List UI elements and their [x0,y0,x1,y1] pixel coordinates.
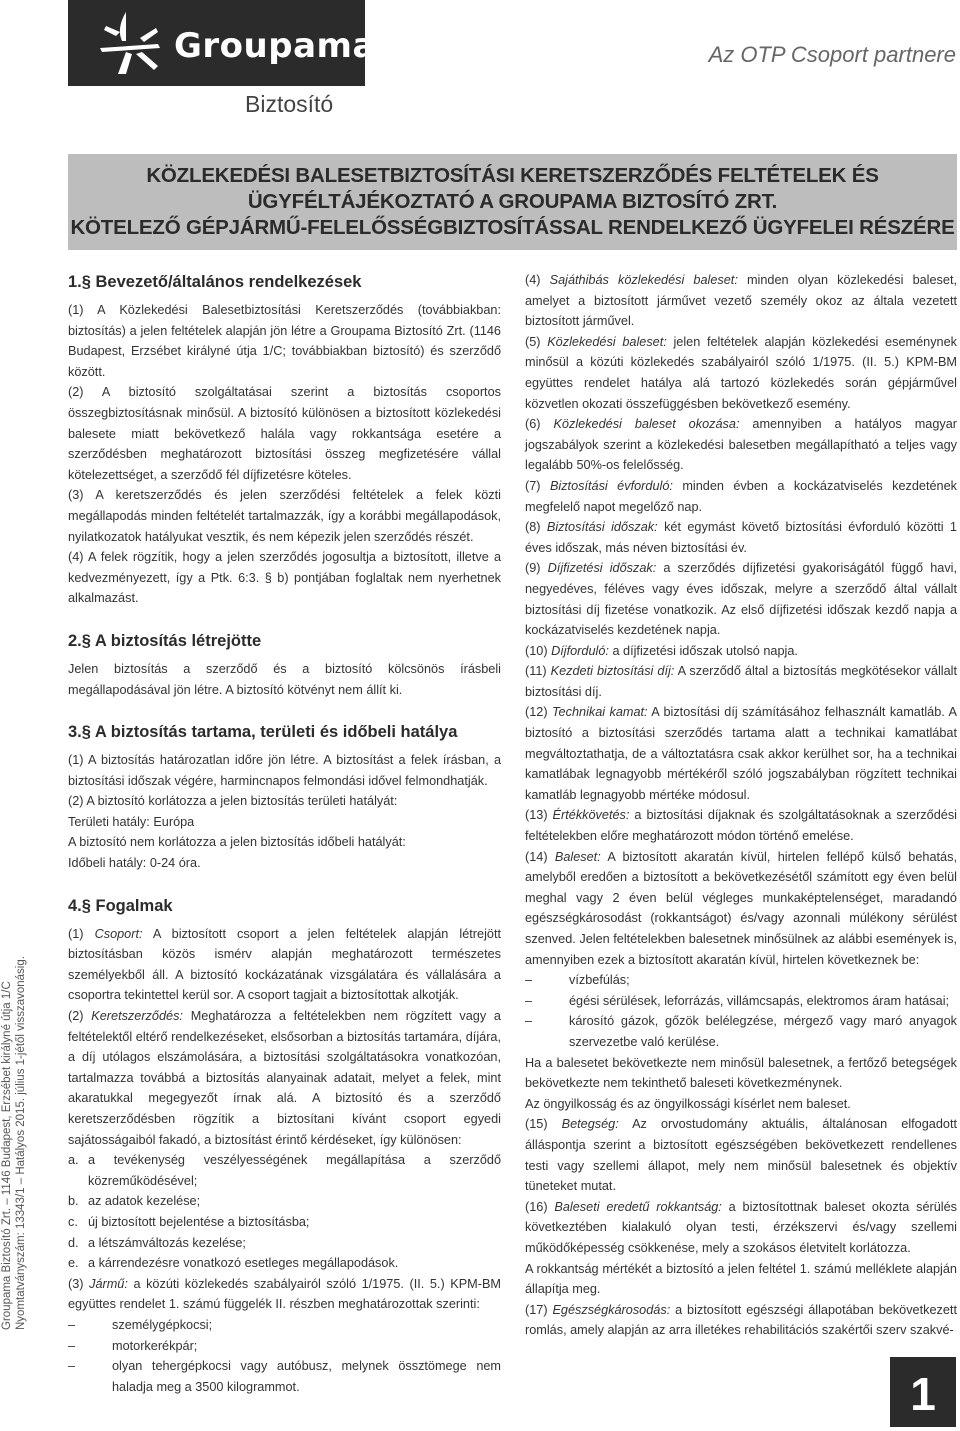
list-item [68,1191,501,1212]
groupama-logo [68,0,376,86]
list-marker: e. [68,1256,79,1271]
sub-brand: Biztosító [245,91,334,117]
list-item [68,1212,501,1233]
section-1-heading: 1.§ Bevezető/általános rendelkezések [68,273,362,291]
s3-p4: A biztosító nem korlátozza a jelen biztosítás időbeli hatályát: [68,835,406,850]
list-marker: d. [68,1235,79,1250]
s1-p2: (2) A biztosító szolgáltatásai szerint a biztosítás csoportos összegbiztosításnak minősül. A biztosító különösen a biztosított közlekedési balesete miatt bekövetkező halála vagy rokkantsága esetére a szerződésben meghatározott biztosítási összeg megfizetésére vállal kötelezettséget, a szerződő fél díjfizetésre köteles. [68,385,501,482]
s1-p3: (3) A keretszerződés és jelen szerződési feltételek a felek közti megállapodás minden feltételét tartalmazzák, így a korábbi megállapodások, nyilatkozatok hatályukat vesztik, és nem képezik jelen szerződés részét. [68,488,501,544]
s3-p5: Időbeli hatály: 0-24 óra. [68,856,201,871]
r-list-c [525,970,957,1052]
s1-p1: (1) A Közlekedési Balesetbiztosítási Keretszerződés (továbbiakban: biztosítás) a jelen feltételek alapján jön létre a Groupama Biztosító Zrt. (1146 Budapest, Erzsébet királyné útja 1/C; továbbiakban biztosító) és szerződő között. [68,303,501,379]
list-item [525,1011,957,1052]
r-p9: (9) Díjfizetési időszak: a szerződés díjfizetési gyakoriságától függő havi, negyedéves, féléves vagy éves időszak, melyre a szerződő által vállalt biztosítási díj fizetése vonatkozik. Az első díjfizetési időszak kezdő napja a kockázatviselés kezdetének napja. [525,561,958,638]
r-p12: (12) Technikai kamat: A biztosítási díj számításához felhasznált kamatláb. A biztosító a biztosítási szerződés tartama alatt a technikai kamatlábat megváltoztathatja, de a változtatásra csak akkor kerülhet sor, ha a technikai kamatlábak legnagyobb mértékéről szóló jogszabályban rögzített technikai kamatláb legnagyobb mértéke módosul. [525,705,957,802]
r-p11: (11) Kezdeti biztosítási díj: A szerződő által a biztosítás megkötésekor vállalt biztosítási díj. [525,664,957,699]
section-2-heading: 2.§ A biztosítás létrejötte [68,631,262,650]
list-marker: – [68,1359,76,1374]
list-marker: – [68,1317,76,1332]
r-p10: (10) Díjforduló: a díjfizetési időszak utolsó napja. [525,643,798,658]
document-title [68,154,957,250]
right-column [525,270,957,1341]
list-text: égési sérülések, leforrázás, villámcsapás, elektromos áram hatásai; [569,993,950,1008]
s4-p1: (1) Csoport: A biztosított csoport a jelen feltételek alapján létrejött biztosításban közös ismérv alapján meghatározott természetes személyekből áll. A biztosító kockázatának vizsgálatára és vállalására a csoportra tekintettel kerül sor. A csoport tagjait a biztosítottak alkotják. [68,926,501,1003]
s3-p2: (2) A biztosító korlátozza a jelen biztosítás területi hatályát: [68,794,398,809]
list-text: az adatok kezelése; [88,1194,201,1209]
list-marker: b. [68,1194,79,1209]
side-footer [0,956,28,1330]
r-p17: (17) Egészségkárosodás: a biztosított egészségi állapotában bekövetkezett romlás, amely alapján az arra illetékes rehabilitációs szakértői szerv szakvé- [525,1302,957,1338]
r-p4: (4) Sajáthibás közlekedési baleset: minden olyan közlekedési baleset, amelyet a biztosított járművet vezető személy okoz az általa vezetett biztosított járművel. [525,273,958,329]
list-item [68,1233,501,1254]
list-item [525,970,957,991]
s3-p3: Területi hatály: Európa [68,814,195,829]
section-3-heading: 3.§ A biztosítás tartama, területi és időbeli hatálya [68,723,458,742]
list-marker: c. [68,1214,78,1229]
section-4-heading: 4.§ Fogalmak [68,896,173,915]
r-p14: (14) Baleset: A biztosított akaratán kívül, hirtelen fellépő külső behatás, amelyből eredően a biztosított a bekövetkezésétől számított egy éven belül meghal vagy 2 éven belül végleges munkaképtelenséget, maradandó egészségkárosodást (rokkantságot) és/vagy azonnali múlékony sérülést szenved. Jelen feltételekben balesetnek minősülnek az alábbi események is, amennyiben ezek a biztosított akaratán kívül, hirtelen következnek be: [525,849,957,967]
list-text: vízbefúlás; [569,973,630,988]
r-p5: (5) Közlekedési baleset: jelen feltételek alapján közlekedési eseménynek minősül a közúti közlekedés szabályairól szóló 1/1975. (II. 5.) KPM-BM együttes rendelet hatálya alá tartozó közlekedés során gépjárművel közvetlen okozati összefüggésben bekövetkező esemény. [525,334,957,411]
list-text: károsító gázok, gőzök belélegzése, mérgező vagy maró anyagok szervezetbe való kerülése. [569,1014,957,1049]
list-text: személygépkocsi; [112,1317,213,1332]
list-text: új biztosított bejelentése a biztosításba; [88,1214,310,1229]
list-item [68,1315,501,1336]
list-marker: – [525,1014,533,1029]
s4-p2: (2) Keretszerződés: Meghatározza a feltételekben nem rögzített vagy a feltételektől eltérő rendelkezéseket, elsősorban a biztosítás tartamára, díjára, a díj utólagos elszámolására, a biztosítási szolgáltatásokra vonatkozóan, tartalmazza továbbá a biztosítás alanyainak adatait, melyet a felek, mint akaratukkal megegyezőt írnak alá. A biztosító és a szerződő keretszerződésben rögzítik a biztosítani kívánt csoport egyedi sajátosságaiból fakadó, a biztosítást érintő kérdéseket, így különösen: [68,1009,501,1147]
brand-name: Groupama [174,26,376,66]
partner-tagline: Az OTP Csoport partnere [708,42,956,67]
s2-p1: Jelen biztosítás a szerződő és a biztosító kölcsönös írásbeli megállapodásával jön létre. A biztosító kötvényt nem állít ki. [68,661,501,697]
side-footer-line-2: Nyomtatványszám: 13343/1 – Hatályos 2015. július 1-jétől visszavonásig. [15,956,27,1330]
r-p13: (13) Értékkövetés: a biztosítási díjaknak és szolgáltatásoknak a szerződési feltételekben előre meghatározott módon történő emelése. [525,808,957,844]
r-p16b: A rokkantság mértékét a biztosító a jelen feltétel 1. számú melléklete alapján állapítja meg. [525,1261,957,1297]
title-line-2: ÜGYFÉLTÁJÉKOZTATÓ A GROUPAMA BIZTOSÍTÓ ZRT. [247,190,778,213]
list-item [68,1336,501,1357]
r-p14c: Az öngyilkosság és az öngyilkossági kísérlet nem baleset. [525,1096,851,1111]
title-line-1: KÖZLEKEDÉSI BALESETBIZTOSÍTÁSI KERETSZERZŐDÉS FELTÉTELEK ÉS [146,164,879,187]
title-line-3: KÖTELEZŐ GÉPJÁRMŰ-FELELŐSSÉGBIZTOSÍTÁSSAL RENDELKEZŐ ÜGYFELEI RÉSZÉRE [70,216,955,239]
list-text: a létszámváltozás kezelése; [88,1235,246,1250]
s4-list-b [68,1315,501,1397]
r-p6: (6) Közlekedési baleset okozása: amennyiben a hatályos magyar jogszabályok szerint a közlekedési balesetben megállapítható a teljes vagy legalább 50%-os felelősség. [525,417,957,473]
s4-p3: (3) Jármű: a közúti közlekedés szabályairól szóló 1/1975. (II. 5.) KPM-BM együttes rendelet 1. számú függelék II. részben meghatározottak szerinti: [68,1276,501,1312]
page-number: 1 [890,1357,956,1427]
list-item [68,1150,501,1191]
list-text: motorkerékpár; [112,1338,198,1353]
list-text: a tevékenység veszélyességének megállapítása a szerződő közreműködésével; [88,1153,501,1188]
groupama-emblem-icon [96,8,166,78]
r-p8: (8) Biztosítási időszak: két egymást követő biztosítási évforduló közötti 1 éves időszak, más néven biztosítási év. [525,520,957,555]
list-item [525,991,957,1012]
r-p15: (15) Betegség: Az orvostudomány aktuális, általánosan elfogadott álláspontja szerint a biztosított egészségében bekövetkezett rendellenes testi vagy szellemi állapot, mely nem minősül balesetnek és objektív tüneteket mutat. [525,1117,957,1194]
r-p16: (16) Baleseti eredetű rokkantság: a biztosítottnak baleset okozta sérülés következtében kialakuló olyan testi, érzékszervi és/vagy szellemi működőképesség csökkenése, mely a szokásos életvitelt korlátozza. [525,1199,958,1255]
side-footer-line-1: Groupama Biztosító Zrt. – 1146 Budapest, Erzsébet királyné útja 1/C [1,981,13,1330]
r-p14b: Ha a balesetet bekövetkezte nem minősül balesetnek, a fertőző betegségek bekövetkezte nem tekinthető baleseti következménynek. [525,1055,957,1091]
list-text: olyan tehergépkocsi vagy autóbusz, melynek össztömege nem haladja meg a 3500 kilogrammot. [112,1359,501,1394]
list-marker: – [68,1338,76,1353]
left-column [68,270,501,1397]
list-item [68,1356,501,1397]
list-item [68,1253,501,1274]
r-p7: (7) Biztosítási évforduló: minden évben a kockázatviselés kezdetének megfelelő napot megelőző nap. [525,478,957,514]
s3-p1: (1) A biztosítás határozatlan időre jön létre. A biztosítást a felek írásban, a biztosítási időszak végére, harmincnapos felmondási idővel felmondhatják. [68,753,501,788]
list-marker: a. [68,1153,79,1168]
s4-list-a [68,1150,501,1274]
list-marker: – [525,973,533,988]
s1-p4: (4) A felek rögzítik, hogy a jelen szerződés jogosultja a biztosított, illetve a kedvezményezett, így a Ptk. 6:3. § b) pontjában foglaltak nem nyerhetnek alkalmazást. [68,550,501,606]
list-marker: – [525,993,533,1008]
list-text: a kárrendezésre vonatkozó esetleges megállapodások. [88,1256,399,1271]
